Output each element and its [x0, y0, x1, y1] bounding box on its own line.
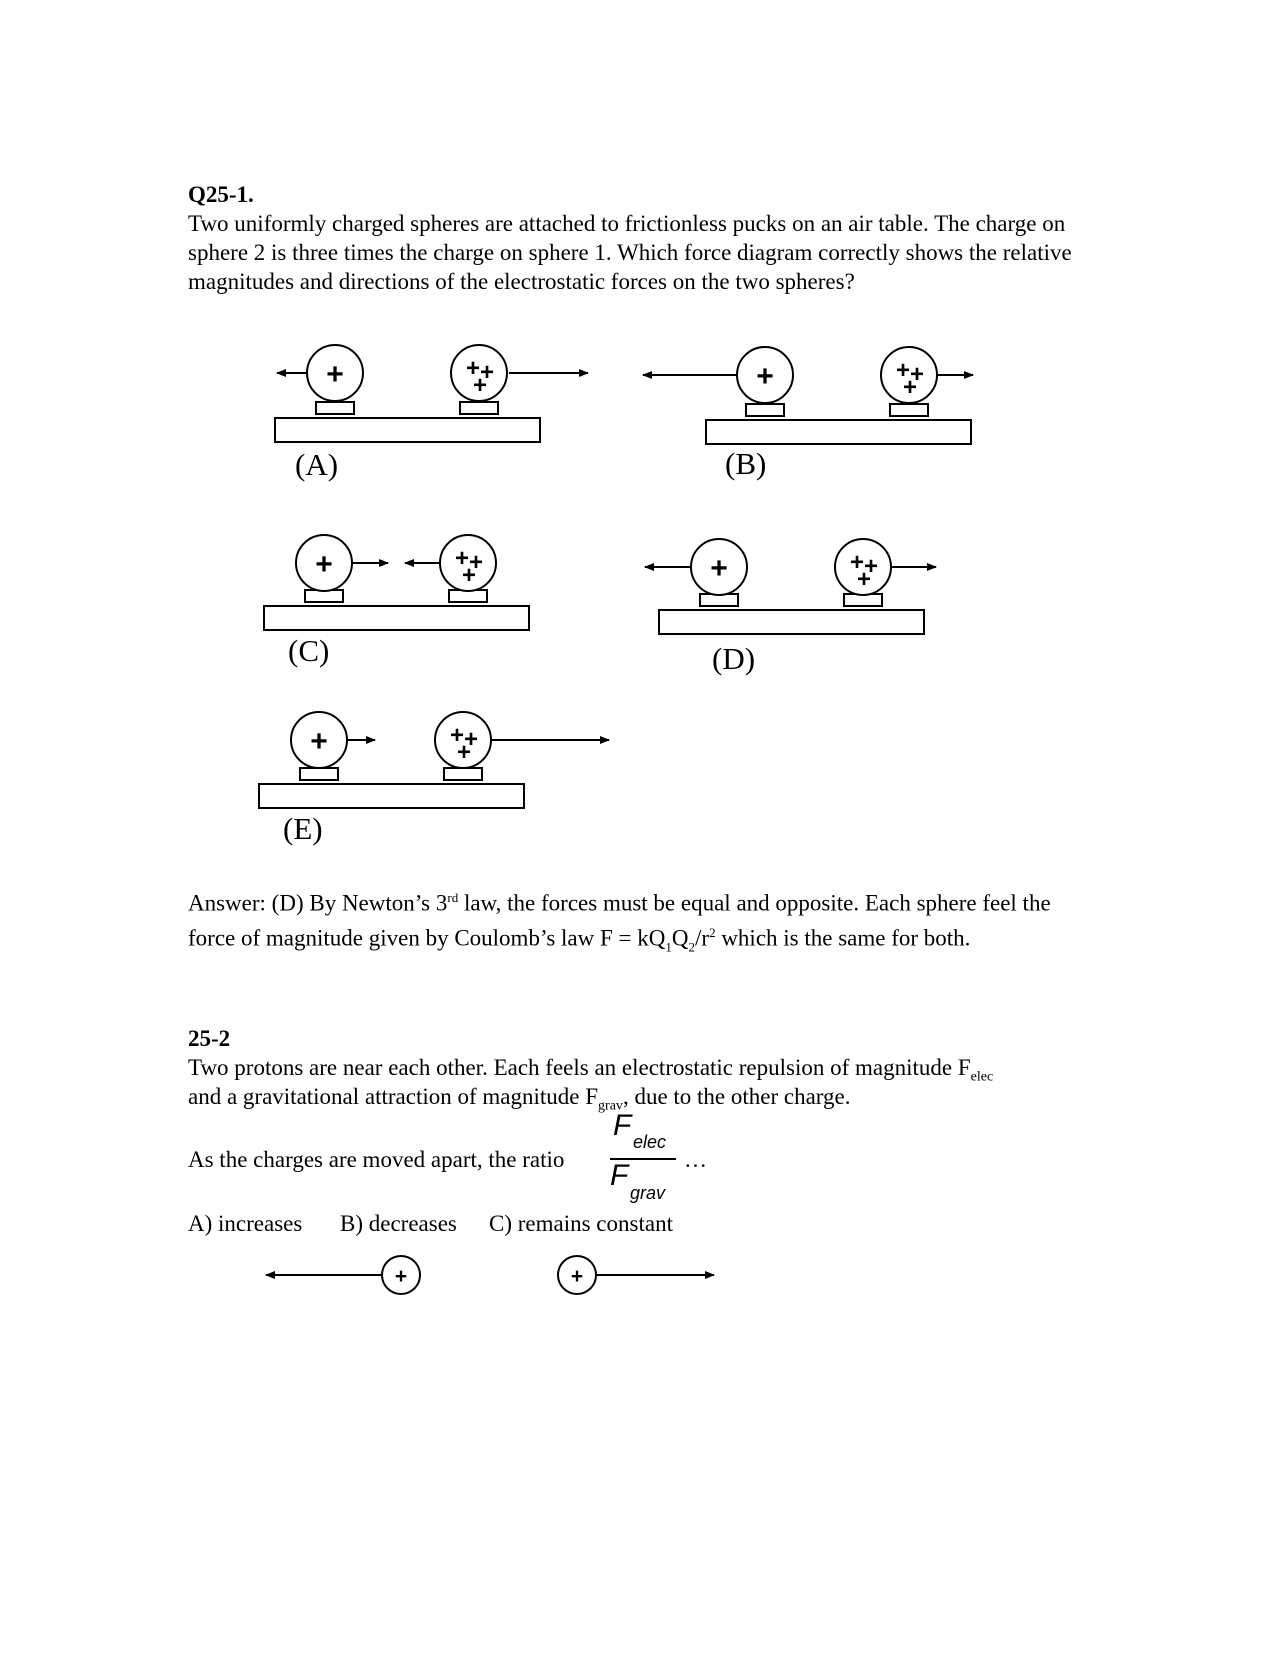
puck — [444, 768, 482, 780]
charge-plus: + — [902, 374, 918, 401]
q1-text: Two uniformly charged spheres are attached to frictionless pucks on an air table. The charge on sphere 2 is three times the charge on sphere 1. Which force diagram correctly shows the relative magnitudes and directions of the electrostatic forces on the two spheres? — [188, 211, 1072, 294]
q2-line2: and a gravitational attraction of magnitude $F_{grav}$, due to the other charge. — [188, 1084, 851, 1114]
charge-plus: + — [849, 549, 865, 576]
charge-plus: + — [856, 566, 872, 593]
diagram-label: (D) — [712, 641, 756, 676]
air-table — [275, 418, 540, 442]
proton-diagram — [266, 1256, 714, 1294]
charge-plus: + — [465, 355, 481, 382]
charge-plus: + — [449, 722, 465, 749]
air-table — [264, 606, 529, 630]
choice-c: C) remains constant — [489, 1211, 673, 1236]
puck — [460, 402, 498, 414]
air-table — [706, 420, 971, 444]
proton-plus: + — [394, 1265, 408, 1288]
charge-plus: + — [461, 562, 477, 589]
charge-plus: + — [454, 545, 470, 572]
puck — [316, 402, 354, 414]
charge-plus: + — [456, 739, 472, 766]
fraction-denominator-sub: grav — [630, 1183, 666, 1203]
charge-plus: + — [326, 358, 344, 391]
charge-plus: + — [863, 553, 879, 580]
charge-plus: + — [479, 359, 495, 386]
air-table — [259, 784, 524, 808]
charge-plus: + — [710, 552, 728, 585]
diagram-c — [264, 535, 529, 668]
charge-plus: + — [463, 726, 479, 753]
puck — [746, 404, 784, 416]
fraction-numerator-sub: elec — [633, 1132, 667, 1152]
charge-plus: + — [756, 360, 774, 393]
diagram-d — [645, 539, 936, 676]
proton-plus: + — [570, 1265, 584, 1288]
air-table — [659, 610, 924, 634]
charge-plus: + — [315, 548, 333, 581]
charge-plus: + — [468, 549, 484, 576]
fraction-denominator: F — [610, 1159, 629, 1192]
charge-plus: + — [472, 372, 488, 399]
diagram-e — [259, 712, 609, 846]
charge-plus: + — [310, 725, 328, 758]
q2-heading: 25-2 — [188, 1026, 231, 1051]
diagram-a — [275, 345, 588, 482]
diagram-label: (C) — [288, 633, 330, 668]
ellipsis: … — [684, 1147, 707, 1172]
puck — [890, 404, 928, 416]
q1-heading: Q25-1. — [188, 182, 254, 207]
diagram-label: (A) — [295, 447, 339, 482]
choice-b: B) decreases — [340, 1211, 457, 1236]
diagram-label: (B) — [725, 446, 767, 481]
charge-plus: + — [909, 361, 925, 388]
charge-plus: + — [895, 357, 911, 384]
fraction-numerator: F — [613, 1109, 632, 1142]
diagram-b — [643, 347, 973, 481]
q2-line1: Two protons are near each other. Each feels an electrostatic repulsion of magnitude $F_{elec}$ — [188, 1055, 994, 1085]
diagram-label: (E) — [283, 811, 323, 846]
answer-text: Answer: (D) By Newton’s 3rd law, the forces must be equal and opposite. Each sphere feel the force of magnitude given by Coulomb’s law $F = kQ_1Q_2/r^2$ which is the same for both. — [188, 890, 1051, 954]
ratio-text: As the charges are moved apart, the ratio — [188, 1147, 565, 1172]
choice-a: A) increases — [188, 1211, 303, 1236]
puck — [300, 768, 338, 780]
